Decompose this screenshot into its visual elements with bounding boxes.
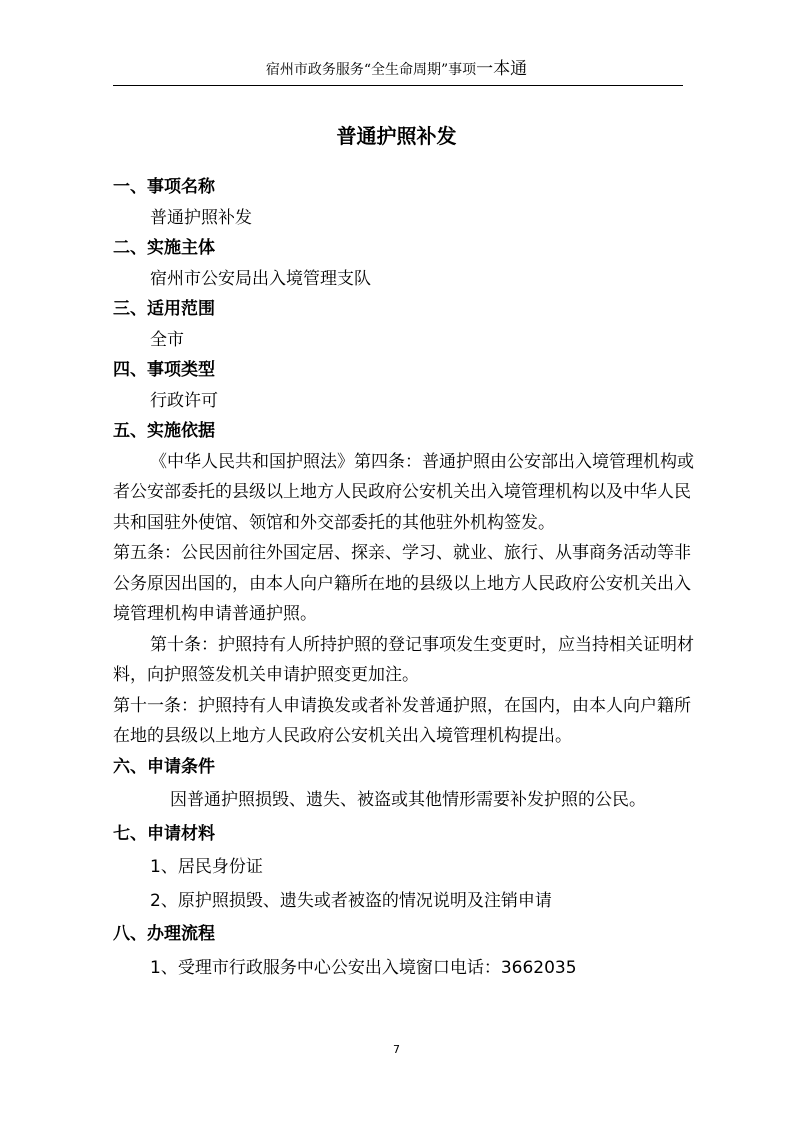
header-text: 宿州市政务服务“全生命周期”事项: [265, 62, 477, 78]
header-rule: [113, 85, 683, 86]
scope-value: 全市: [150, 329, 184, 350]
legal-basis-article-11: 第十一条：护照持有人申请换发或者补发普通护照，在国内，由本人向户籍所在地的县级以上地方人民政府公安机关出入境管理机构提出。: [113, 695, 691, 746]
section-heading-process: 八、办理流程: [113, 924, 215, 944]
section-heading-item-type: 四、事项类型: [113, 360, 215, 380]
material-item: 2、原护照损毁、遗失或者被盗的情况说明及注销申请: [150, 890, 552, 911]
section-heading-implementing-body: 二、实施主体: [113, 238, 215, 258]
section-heading-materials: 七、申请材料: [113, 823, 215, 844]
process-step: 1、受理市行政服务中心公安出入境窗口电话：3662035: [150, 957, 577, 978]
section-heading-legal-basis: 五、实施依据: [113, 421, 215, 441]
material-item: 1、居民身份证: [150, 857, 263, 877]
page-number: 7: [393, 1043, 400, 1056]
conditions-value: 因普通护照损毁、遗失、被盗或其他情形需要补发护照的公民。: [170, 790, 646, 810]
legal-basis-article-5: 第五条：公民因前往外国定居、探亲、学习、就业、旅行、从事商务活动等非公务原因出国的，由本人向户籍所在地的县级以上地方人民政府公安机关出入境管理机构申请普通护照。: [113, 543, 691, 624]
legal-basis-article-4: 《中华人民共和国护照法》第四条：普通护照由公安部出入境管理机构或者公安部委托的县级以上地方人民政府公安机关出入境管理机构以及中华人民共和国驻外使馆、领馆和外交部委托的其他驻外机构签发。: [113, 451, 694, 533]
legal-basis-article-10: 第十条：护照持有人所持护照的登记事项发生变更时，应当持相关证明材料，向护照签发机关申请护照变更加注。: [113, 634, 694, 685]
section-heading-conditions: 六、申请条件: [113, 756, 215, 777]
item-type-value: 行政许可: [150, 390, 218, 411]
item-name-value: 普通护照补发: [150, 207, 252, 228]
implementing-body-value: 宿州市公安局出入境管理支队: [150, 268, 371, 289]
header-text-tail: 一本通: [476, 59, 528, 79]
section-heading-item-name: 一、事项名称: [113, 177, 215, 197]
document-body: [113, 172, 703, 986]
running-header: [0, 60, 793, 79]
section-heading-scope: 三、适用范围: [113, 299, 215, 319]
document-title: 普通护照补发: [336, 124, 457, 148]
